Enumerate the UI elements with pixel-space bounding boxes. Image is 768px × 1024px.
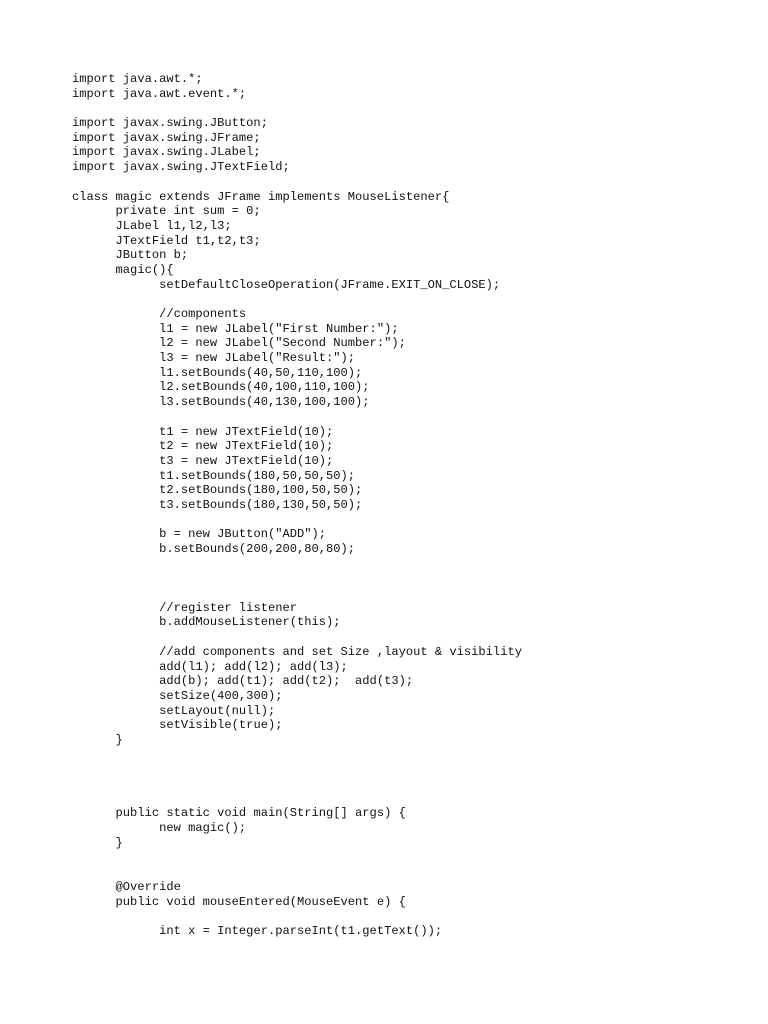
code-line xyxy=(72,748,522,763)
code-line: public static void main(String[] args) { xyxy=(72,806,406,821)
code-line xyxy=(72,175,522,190)
code-line: } xyxy=(72,732,123,747)
code-line: l1 = new JLabel("First Number:"); xyxy=(72,321,399,336)
code-line xyxy=(72,630,522,645)
code-line xyxy=(72,777,522,792)
code-line: add(b); add(t1); add(t2); add(t3); xyxy=(72,674,414,689)
code-line: b = new JButton("ADD"); xyxy=(72,527,327,542)
code-line: setLayout(null); xyxy=(72,703,276,718)
code-line: t1.setBounds(180,50,50,50); xyxy=(72,468,356,483)
code-line: @Override xyxy=(72,879,181,894)
code-line: //register listener xyxy=(72,600,297,615)
code-line xyxy=(72,865,522,880)
code-line: add(l1); add(l2); add(l3); xyxy=(72,659,348,674)
code-line xyxy=(72,762,522,777)
code-line xyxy=(72,571,522,586)
code-line: t3 = new JTextField(10); xyxy=(72,453,334,468)
code-line: setVisible(true); xyxy=(72,718,283,733)
code-line: setSize(400,300); xyxy=(72,688,283,703)
code-line: import javax.swing.JFrame; xyxy=(72,130,261,145)
code-line: t3.setBounds(180,130,50,50); xyxy=(72,497,363,512)
code-line xyxy=(72,410,522,425)
code-line xyxy=(72,850,522,865)
code-line: t1 = new JTextField(10); xyxy=(72,424,334,439)
code-line: magic(){ xyxy=(72,262,174,277)
code-line xyxy=(72,909,522,924)
code-line: import java.awt.event.*; xyxy=(72,86,247,101)
code-line: JTextField t1,t2,t3; xyxy=(72,233,261,248)
code-line xyxy=(72,586,522,601)
code-line: public void mouseEntered(MouseEvent e) { xyxy=(72,894,406,909)
code-line: import javax.swing.JButton; xyxy=(72,116,268,131)
code-line: //add components and set Size ,layout & visibility xyxy=(72,644,522,659)
code-line: JLabel l1,l2,l3; xyxy=(72,218,232,233)
code-line: setDefaultCloseOperation(JFrame.EXIT_ON_CLOSE); xyxy=(72,277,501,292)
code-line: l3.setBounds(40,130,100,100); xyxy=(72,395,370,410)
code-line: } xyxy=(72,835,123,850)
code-line: t2.setBounds(180,100,50,50); xyxy=(72,483,363,498)
code-listing xyxy=(72,72,522,939)
code-line: import javax.swing.JTextField; xyxy=(72,160,290,175)
code-line: b.setBounds(200,200,80,80); xyxy=(72,542,356,556)
code-line: t2 = new JTextField(10); xyxy=(72,439,334,454)
code-line: l2.setBounds(40,100,110,100); xyxy=(72,380,370,395)
code-line: b.addMouseListener(this); xyxy=(72,615,341,630)
code-line: new magic(); xyxy=(72,821,247,836)
code-line xyxy=(72,513,522,528)
code-line xyxy=(72,792,522,807)
code-line: l1.setBounds(40,50,110,100); xyxy=(72,365,363,380)
code-line: private int sum = 0; xyxy=(72,204,261,219)
code-line: l3 = new JLabel("Result:"); xyxy=(72,351,356,366)
code-line: int x = Integer.parseInt(t1.getText()); xyxy=(72,923,443,938)
code-line: import javax.swing.JLabel; xyxy=(72,145,261,160)
code-line: import java.awt.*; xyxy=(72,72,203,86)
code-line: class magic extends JFrame implements MouseListener{ xyxy=(72,189,450,204)
code-line: JButton b; xyxy=(72,248,189,263)
code-line xyxy=(72,292,522,307)
code-line xyxy=(72,557,522,572)
code-line xyxy=(72,101,522,116)
code-line: //components xyxy=(72,307,247,321)
code-line: l2 = new JLabel("Second Number:"); xyxy=(72,336,406,351)
